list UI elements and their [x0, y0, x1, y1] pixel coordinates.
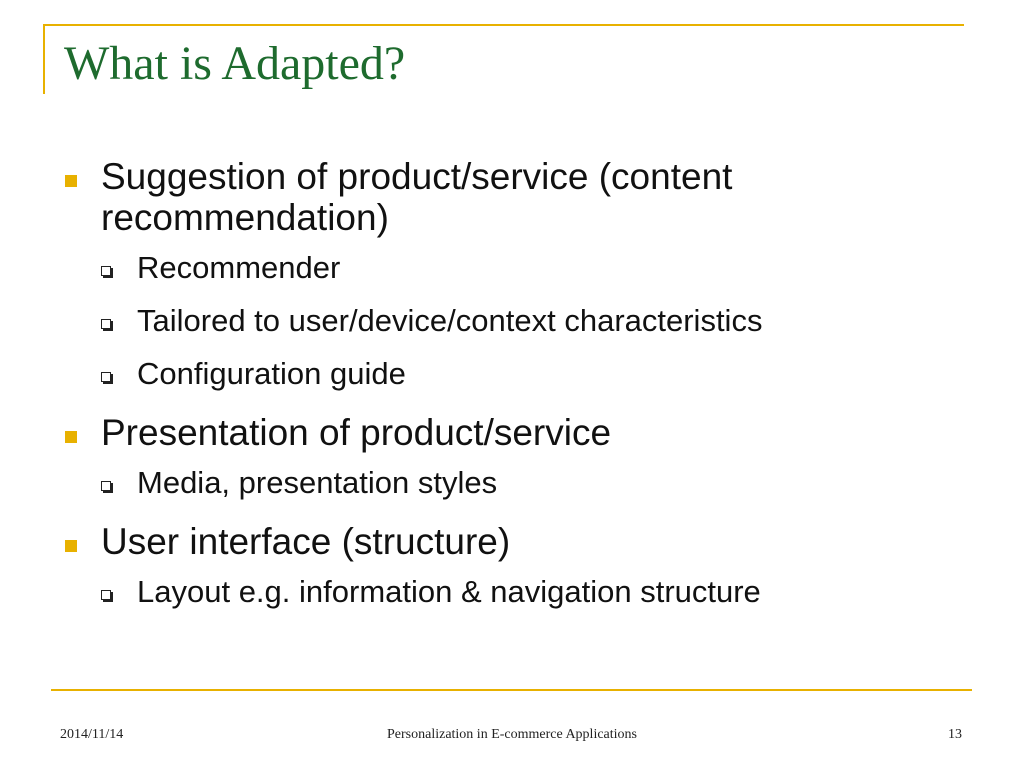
sub-bullet-text: Layout e.g. information & navigation structure — [137, 574, 761, 609]
hollow-square-bullet-icon — [101, 319, 111, 329]
sub-bullet-text: Configuration guide — [137, 356, 406, 391]
bullet-item — [60, 521, 960, 562]
sub-bullet-list — [60, 463, 960, 516]
bullet-text: Suggestion of product/service (content recommendation) — [101, 156, 733, 238]
hollow-square-bullet-icon — [101, 481, 111, 491]
bullet-text: Presentation of product/service — [101, 412, 612, 453]
hollow-square-bullet-icon — [101, 372, 111, 382]
sub-bullet-item — [60, 354, 960, 407]
sub-bullet-text: Tailored to user/device/context characteristics — [137, 303, 763, 338]
sub-bullet-text: Media, presentation styles — [137, 465, 498, 500]
bullet-text: User interface (structure) — [101, 521, 511, 562]
bullet-list — [60, 156, 960, 625]
square-bullet-icon — [65, 540, 77, 552]
sub-bullet-item — [60, 463, 960, 516]
title-frame-horizontal-rule — [43, 24, 964, 26]
sub-bullet-item — [60, 248, 960, 301]
bullet-item — [60, 412, 960, 453]
footer-date: 2014/11/14 — [60, 727, 124, 742]
bullet-item — [60, 156, 960, 238]
sub-bullet-list — [60, 248, 960, 407]
square-bullet-icon — [65, 431, 77, 443]
hollow-square-bullet-icon — [101, 590, 111, 600]
square-bullet-icon — [65, 175, 77, 187]
sub-bullet-item — [60, 572, 960, 625]
sub-bullet-item — [60, 301, 960, 354]
sub-bullet-text: Recommender — [137, 250, 341, 285]
slide-number: 13 — [948, 727, 962, 742]
footer-title: Personalization in E-commerce Applications — [387, 727, 637, 742]
footer-rule — [51, 689, 972, 691]
title-frame-vertical-rule — [43, 24, 45, 94]
slide-title: What is Adapted? — [64, 37, 406, 90]
sub-bullet-list — [60, 572, 960, 625]
hollow-square-bullet-icon — [101, 266, 111, 276]
